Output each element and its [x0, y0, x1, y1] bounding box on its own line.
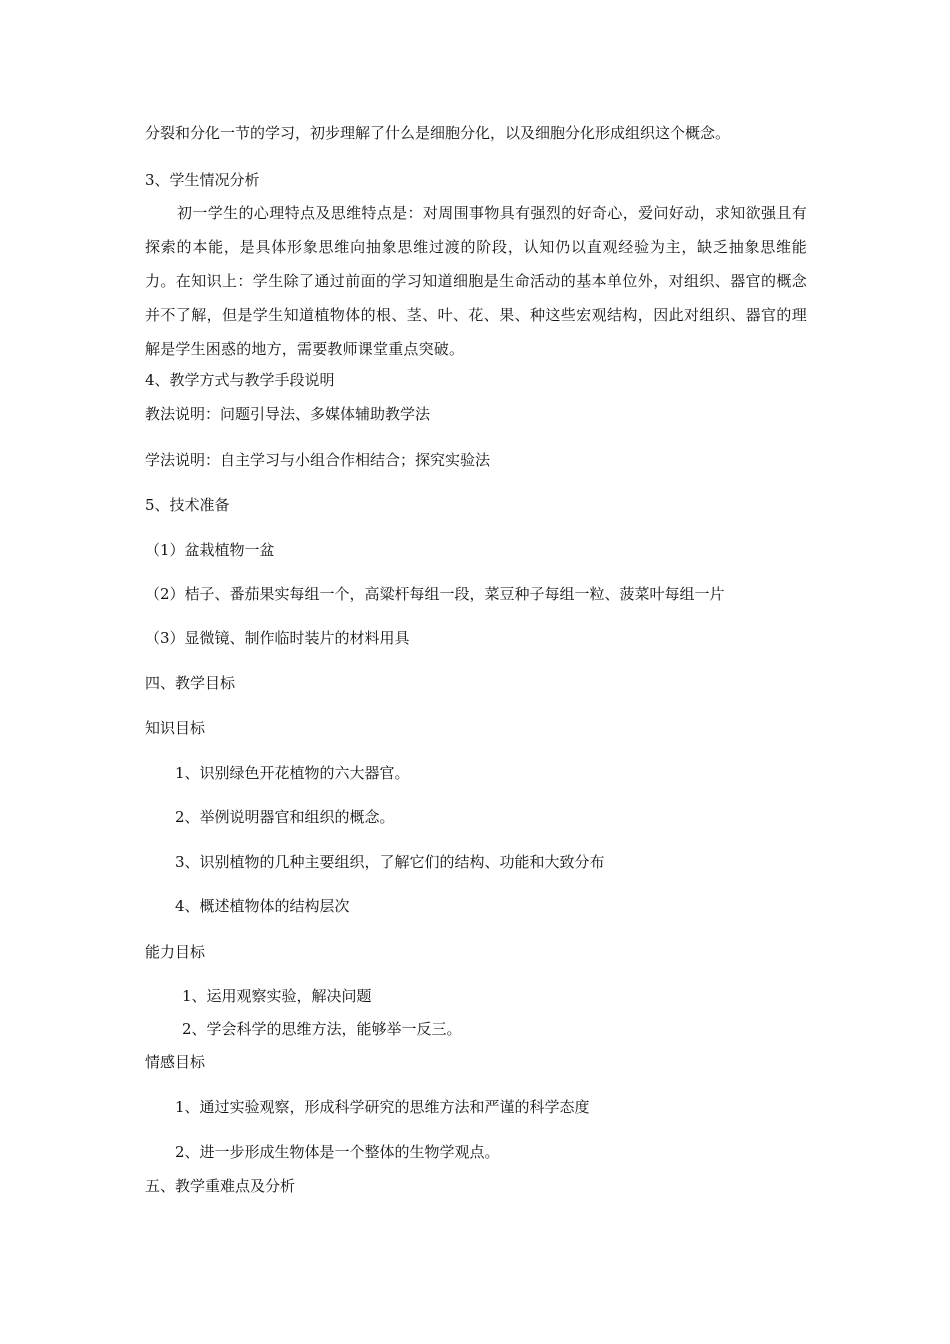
teaching-means-heading: 4、教学方式与教学手段说明: [145, 371, 335, 389]
student-analysis-paragraph: 初一学生的心理特点及思维特点是：对周围事物具有强烈的好奇心，爱问好动，求知欲强且有探索的本能，是具体形象思维向抽象思维过渡的阶段，认知仍以直观经验为主，缺乏抽象思维能力。在知识上：学生除了通过前面的学习知道细胞是生命活动的基本单位外，对组织、器官的概念并不了解，但是学生知道植物体的根、茎、叶、花、果、种这些宏观结构，因此对组织、器官的理解是学生困惑的地方，需要教师课堂重点突破。: [145, 204, 807, 358]
continued-paragraph-line: 分裂和分化一节的学习，初步理解了什么是细胞分化，以及细胞分化形成组织这个概念。: [145, 124, 731, 142]
prep-item: （1）盆栽植物一盆: [145, 541, 275, 559]
student-analysis-heading: 3、学生情况分析: [145, 171, 260, 189]
emotion-goals-heading: 情感目标: [145, 1053, 206, 1071]
prep-item: （2）桔子、番茄果实每组一个，高粱杆每组一段，菜豆种子每组一粒、菠菜叶每组一片: [145, 585, 725, 603]
teaching-method-line: 教法说明：问题引导法、多媒体辅助教学法: [145, 405, 431, 423]
ability-goal-item: 1、运用观察实验，解决问题: [182, 987, 372, 1005]
learning-method-line: 学法说明：自主学习与小组合作相结合；探究实验法: [145, 451, 491, 469]
emotion-goal-item: 1、通过实验观察，形成科学研究的思维方法和严谨的科学态度: [175, 1098, 590, 1116]
knowledge-goal-item: 1、识别绿色开花植物的六大器官。: [175, 764, 410, 782]
key-difficulties-heading: 五、教学重难点及分析: [145, 1177, 296, 1195]
prep-item: （3）显微镜、制作临时装片的材料用具: [145, 629, 410, 647]
knowledge-goal-item: 2、举例说明器官和组织的概念。: [175, 808, 395, 826]
teaching-goals-heading: 四、教学目标: [145, 674, 236, 692]
emotion-goal-item: 2、进一步形成生物体是一个整体的生物学观点。: [175, 1143, 500, 1161]
knowledge-goals-heading: 知识目标: [145, 719, 206, 737]
tech-prep-heading: 5、技术准备: [145, 496, 230, 514]
knowledge-goal-item: 3、识别植物的几种主要组织，了解它们的结构、功能和大致分布: [175, 853, 605, 871]
ability-goal-item: 2、学会科学的思维方法，能够举一反三。: [182, 1020, 462, 1038]
ability-goals-heading: 能力目标: [145, 943, 206, 961]
knowledge-goal-item: 4、概述植物体的结构层次: [175, 897, 350, 915]
